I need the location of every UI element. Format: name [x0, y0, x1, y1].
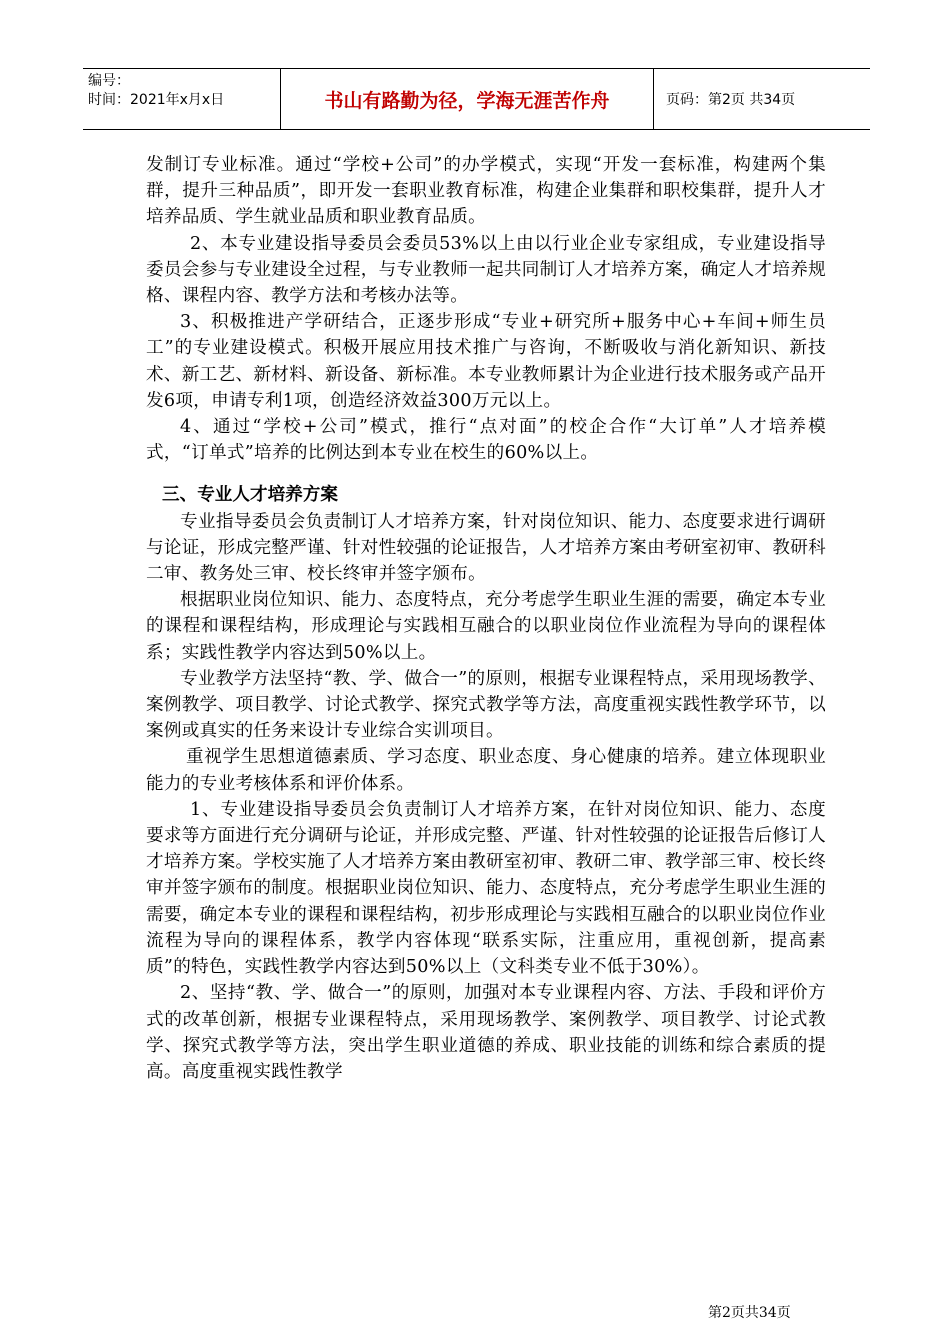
paragraph: 4、通过“学校+公司”模式，推行“点对面”的校企合作“大订单”人才培养模式，“订单式”培养的比例达到本专业在校生的60%以上。 [146, 417, 826, 464]
page-header [83, 68, 870, 130]
paragraph: 发制订专业标准。通过“学校+公司”的办学模式，实现“开发一套标准，构建两个集群，提升三种品质”，即开发一套职业教育标准，构建企业集群和职校集群，提升人才培养品质、学生就业品质和职业教育品质。 [146, 155, 826, 228]
paragraph: 1、专业建设指导委员会负责制订人才培养方案，在针对岗位知识、能力、态度要求等方面进行充分调研与论证，并形成完整、严谨、针对性较强的论证报告后修订人才培养方案。学校实施了人才培养方案由教研室初审、教研二审、教学部三审、校长终审并签字颁布的制度。根据职业岗位知识、能力、态度特点，充分考虑学生职业生涯的需要，确定本专业的课程和课程结构，初步形成理论与实践相互融合的以职业岗位作业流程为导向的课程体系，教学内容体现“联系实际，注重应用，重视创新，提高素质”的特色，实践性教学内容达到50%以上（文科类专业不低于30%）。 [146, 799, 826, 978]
page-footer: 第2页共34页 [708, 1305, 791, 1321]
paragraph: 专业指导委员会负责制订人才培养方案，针对岗位知识、能力、态度要求进行调研与论证，形成完整严谨、针对性较强的论证报告，人才培养方案由考研室初审、教研科二审、教务处三审、校长终审并签字颁布。 [146, 511, 826, 585]
paragraph: 3、积极推进产学研结合，正逐步形成“专业+研究所+服务中心+车间+师生员工”的专业建设模式。积极开展应用技术推广与咨询，不断吸收与消化新知识、新技术、新工艺、新材料、新设备、新标准。本专业教师累计为企业进行技术服务或产品开发6项，申请专利1项，创造经济效益300万元以上。 [146, 312, 826, 411]
doc-date-label: 时间：2021年x月x日 [88, 92, 225, 108]
header-page-number: 页码：第2页 共34页 [666, 92, 796, 108]
header-motto: 书山有路勤为径，学海无涯苦作舟 [281, 69, 654, 129]
header-meta [83, 69, 281, 129]
paragraph: 专业教学方法坚持“教、学、做合一”的原则，根据专业课程特点，采用现场教学、案例教学、项目教学、讨论式教学、探究式教学等方法，高度重视实践性教学环节，以案例或真实的任务来设计专业综合实训项目。 [146, 668, 826, 742]
doc-code-label: 编号： [88, 73, 130, 89]
section-heading: 三、专业人才培养方案 [162, 485, 338, 506]
paragraph: 根据职业岗位知识、能力、态度特点，充分考虑学生职业生涯的需要，确定本专业的课程和课程结构，形成理论与实践相互融合的以职业岗位作业流程为导向的课程体系；实践性教学内容达到50%以上。 [146, 590, 826, 663]
paragraph: 2、坚持“教、学、做合一”的原则，加强对本专业课程内容、方法、手段和评价方式的改革创新，根据专业课程特点，采用现场教学、案例教学、项目教学、讨论式教学、探究式教学等方法，突出学生职业道德的养成、职业技能的训练和综合素质的提高。高度重视实践性教学 [146, 983, 826, 1082]
document-body [146, 152, 826, 1085]
paragraph: 2、本专业建设指导委员会委员53%以上由以行业企业专家组成，专业建设指导委员会参与专业建设全过程，与专业教师一起共同制订人才培养方案，确定人才培养规格、课程内容、教学方法和考核办法等。 [146, 233, 826, 307]
paragraph: 重视学生思想道德素质、学习态度、职业态度、身心健康的培养。建立体现职业能力的专业考核体系和评价体系。 [146, 747, 826, 794]
